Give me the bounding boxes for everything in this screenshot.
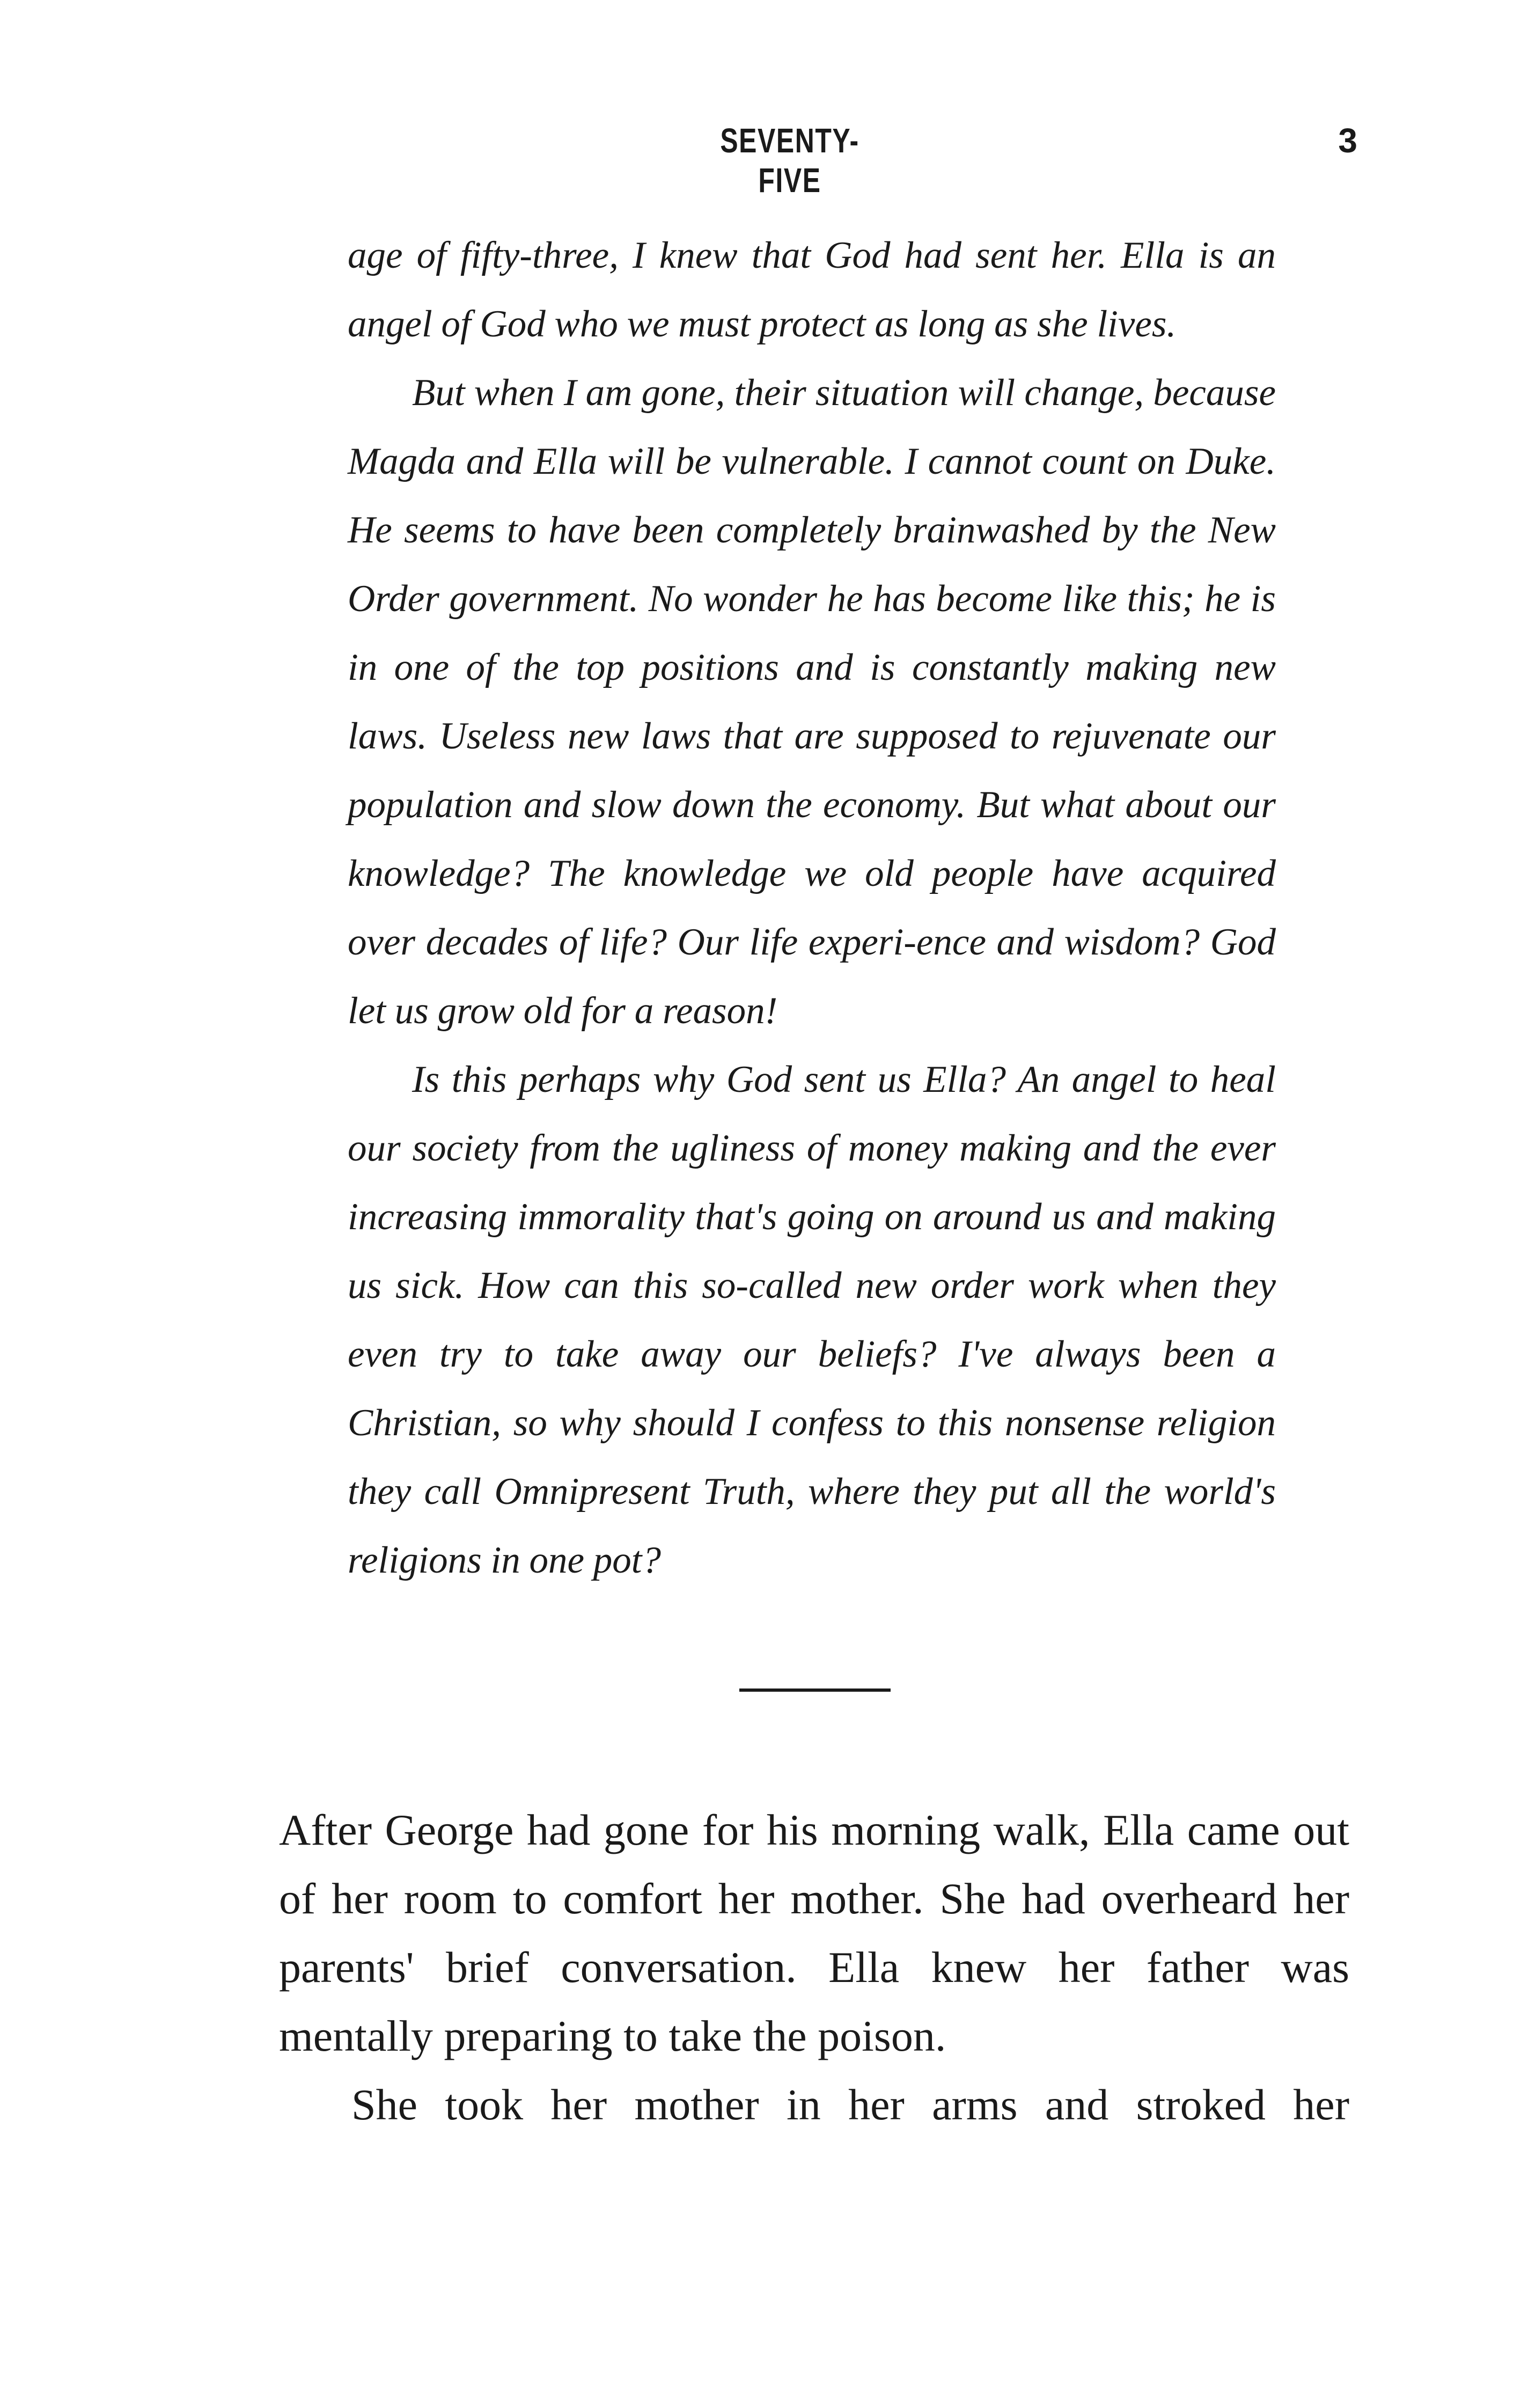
body-paragraph-2: She took her mother in her arms and stroked her: [351, 2080, 1349, 2129]
letter-paragraph-3: Is this perhaps why God sent us Ella? An angel to heal our society from the ugliness of money making and the ever increasing immorality that's going on around us and making us sick. How can this so-called new order work when they even try to take away our beliefs? I've always been a Christian, so why should I confess to this nonsense religion they call Omnipresent Truth, where they put all the world's religions in one pot?: [348, 1059, 1276, 1581]
chapter-title: SEVENTY-FIVE: [720, 121, 859, 200]
body-text: [279, 1796, 1349, 2139]
body-paragraph-1: After George had gone for his morning walk, Ella came out of her room to comfort her mother. She had overheard her parents' brief conversation. Ella knew her father was mentally preparing to take the poison.: [279, 1805, 1349, 2060]
letter-paragraph-1: age of fifty-three, I knew that God had sent her. Ella is an angel of God who we must protect as long as she lives.: [348, 234, 1276, 345]
running-head: [0, 121, 1521, 200]
page-number: 3: [1338, 121, 1357, 160]
section-separator: [739, 1688, 891, 1692]
letter-excerpt: [348, 221, 1276, 1595]
letter-paragraph-2: But when I am gone, their situation will change, because Magda and Ella will be vulnerable. I cannot count on Duke. He seems to have been completely brainwashed by the New Order government. No wonder he has become like this; he is in one of the top positions and is constantly making new laws. Useless new laws that are supposed to rejuvenate our population and slow down the economy. But what about our knowledge? The knowledge we old people have acquired over decades of life? Our life experi-ence and wisdom? God let us grow old for a reason!: [348, 372, 1276, 1032]
